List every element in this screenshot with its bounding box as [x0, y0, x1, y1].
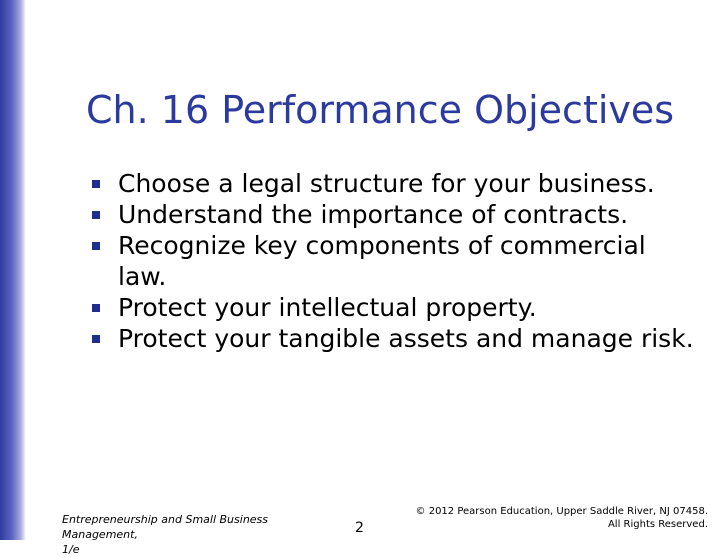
footer-edition: 1/e — [62, 543, 80, 556]
footer-book-name: Entrepreneurship and Small Business Management, — [62, 513, 269, 541]
bullet-text: Protect your intellectual property. — [118, 293, 537, 322]
list-item — [92, 323, 702, 354]
copyright-line: © 2012 Pearson Education, Upper Saddle River, NJ 07458. — [415, 506, 708, 517]
rights-line: All Rights Reserved. — [607, 519, 708, 530]
list-item — [92, 292, 702, 323]
footer-book-title — [62, 512, 322, 557]
objectives-list — [92, 168, 702, 354]
slide-title: Ch. 16 Performance Objectives — [86, 88, 675, 132]
square-bullet-icon — [92, 304, 100, 312]
side-accent-bar — [0, 0, 26, 540]
bullet-text: Choose a legal structure for your business. — [118, 169, 655, 198]
page-number: 2 — [355, 520, 364, 536]
square-bullet-icon — [92, 211, 100, 219]
list-item — [92, 230, 702, 292]
square-bullet-icon — [92, 335, 100, 343]
square-bullet-icon — [92, 180, 100, 188]
bullet-text: Protect your tangible assets and manage risk. — [118, 324, 694, 353]
bullet-text: Understand the importance of contracts. — [118, 200, 629, 229]
bullet-text: Recognize key components of commercial law. — [118, 231, 646, 291]
footer-copyright — [408, 505, 708, 531]
square-bullet-icon — [92, 242, 100, 250]
list-item — [92, 168, 702, 199]
list-item — [92, 199, 702, 230]
